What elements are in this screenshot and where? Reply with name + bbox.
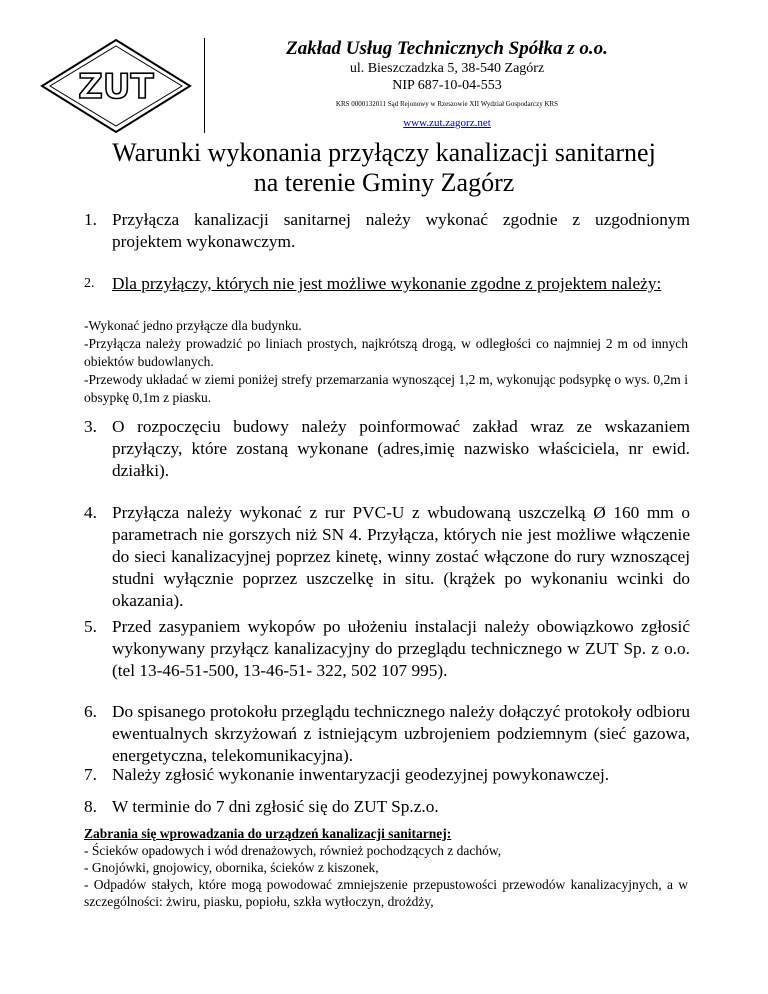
list-item-text: Przyłącza należy wykonać z rur PVC-U z wbudowaną uszczelką Ø 160 mm o parametrach nie gorszych niż SN 4. Przyłącza, których nie jest możliwe włączenie do sieci kanalizacyjnej poprzez kinetę, winny zostać włączone do rury wznoszącej studni wyłącznie poprzez uszczelkę in situ. (krążek po wykonaniu wcinki do okazania). xyxy=(112,503,690,610)
company-website-link[interactable]: www.zut.zagorz.net xyxy=(403,117,491,129)
list-item-text: O rozpoczęciu budowy należy poinformować zakład wraz ze wskazaniem przyłączy, które zostaną wykonane (adres,imię nazwisko właściciela, nr ewid. działki). xyxy=(112,417,690,480)
prohibition-line: - Odpadów stałych, które mogą powodować zmniejszenie przepustowości przewodów kanalizacyjnych, a w szczególności: żwiru, piasku, popiołu, szkła wytłoczyn, drożdży, xyxy=(84,877,688,909)
list-item-number: 7. xyxy=(84,765,97,784)
list-item-5 xyxy=(84,616,690,682)
prohibition-title: Zabrania się wprowadzania do urządzeń kanalizacji sanitarnej: xyxy=(84,826,452,841)
note-line: -Przyłącza należy prowadzić po liniach prostych, najkrótszą drogą, w odległości co najmniej 2 m od innych obiektów budowlanych. xyxy=(84,336,688,369)
list-item-2 xyxy=(84,273,690,295)
list-item-4 xyxy=(84,502,690,612)
company-header xyxy=(205,38,689,130)
list-item-number: 2. xyxy=(84,276,95,291)
list-item-number: 4. xyxy=(84,503,97,522)
note-line: -Przewody układać w ziemi poniżej strefy przemarzania wynoszącej 1,2 m, wykonując podsypkę o wys. 0,2m i obsypkę 0,1m z piasku. xyxy=(84,372,688,405)
list-item-number: 6. xyxy=(84,702,97,721)
note-line: -Wykonać jedno przyłącze dla budynku. xyxy=(84,318,302,333)
prohibition-line: - Gnojówki, gnojowicy, obornika, ścieków z kiszonek, xyxy=(84,860,379,875)
company-logo xyxy=(40,38,192,134)
list-item-1 xyxy=(84,209,690,253)
list-item-8 xyxy=(84,796,690,818)
prohibition-section xyxy=(84,825,688,910)
list-item-text: Przyłącza kanalizacji sanitarnej należy wykonać zgodnie z uzgodnionym projektem wykonawczym. xyxy=(112,210,690,251)
prohibition-line: - Ścieków opadowych i wód drenażowych, również pochodzących z dachów, xyxy=(84,843,502,858)
logo-letters: ZUT xyxy=(78,67,154,107)
list-item-text: Przed zasypaniem wykopów po ułożeniu instalacji należy obowiązkowo zgłosić wykonywany przyłącz kanalizacyjny do przeglądu technicznego w ZUT Sp. z o.o. (tel 13-46-51-500, 13-46-51- 322, 502 107 995). xyxy=(112,617,690,680)
item-2-notes xyxy=(84,317,688,407)
list-item-number: 8. xyxy=(84,797,97,816)
list-item-text: W terminie do 7 dni zgłosić się do ZUT Sp.z.o. xyxy=(112,797,439,816)
document-title-line-1: Warunki wykonania przyłączy kanalizacji sanitarnej xyxy=(112,138,656,167)
list-item-7 xyxy=(84,764,690,786)
list-item-number: 1. xyxy=(84,210,97,229)
list-item-number: 3. xyxy=(84,417,97,436)
list-item-text: Dla przyłączy, których nie jest możliwe wykonanie zgodne z projektem należy: xyxy=(112,274,662,293)
list-item-6 xyxy=(84,701,690,767)
list-item-number: 5. xyxy=(84,617,97,636)
company-name: Zakład Usług Technicznych Spółka z o.o. xyxy=(286,38,608,59)
company-krs: KRS 0000132011 Sąd Rejonowy w Rzeszowie XII Wydział Gospodarczy KRS xyxy=(335,100,559,108)
list-item-3 xyxy=(84,416,690,482)
company-nip: NIP 687-10-04-553 xyxy=(392,78,502,93)
list-item-text: Do spisanego protokołu przeglądu technicznego należy dołączyć protokoły odbioru ewentualnych skrzyżowań z istniejącym uzbrojeniem podziemnym (sieć gazowa, energetyczna, telekomunikacyjna). xyxy=(112,702,690,765)
document-title xyxy=(0,138,768,198)
document-title-line-2: na terenie Gminy Zagórz xyxy=(253,168,515,197)
list-item-text: Należy zgłosić wykonanie inwentaryzacji geodezyjnej powykonawczej. xyxy=(112,765,610,784)
company-address: ul. Bieszczadzka 5, 38-540 Zagórz xyxy=(349,61,545,76)
